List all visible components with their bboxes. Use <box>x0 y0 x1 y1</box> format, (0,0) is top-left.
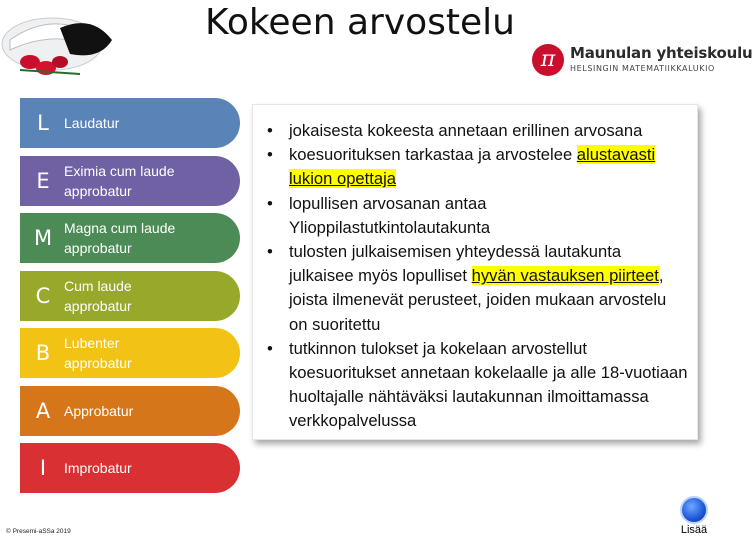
grade-letter: L <box>37 111 49 135</box>
bullet-text: koesuorituksen tarkastaa ja arvostelee <box>289 145 577 165</box>
more-circle-icon <box>680 496 708 524</box>
page-title: Kokeen arvostelu <box>205 2 515 43</box>
grade-label-line2: approbatur <box>64 355 132 371</box>
bullet-text-tail: , joista ilmenevät perusteet, joiden mukaan arvostelu on suoritettu <box>289 266 667 334</box>
grade-label-line1: Magna cum laude <box>64 220 176 236</box>
bullet-list <box>253 105 697 434</box>
bullet-item <box>267 192 689 240</box>
grade-row <box>20 98 246 148</box>
grade-label <box>64 443 224 493</box>
grade-letter: I <box>39 456 47 480</box>
highlighted-text: alustavasti lukion opettaja <box>289 145 656 189</box>
grade-letter: E <box>36 168 50 193</box>
grade-label-line1: Approbatur <box>64 402 134 419</box>
bullet-text: lopullisen arvosanan antaa Ylioppilastutkintolautakunta <box>289 193 491 237</box>
grade-label-line1: Lubenter <box>64 335 120 351</box>
grade-label <box>64 271 224 321</box>
more-button[interactable] <box>676 496 712 536</box>
school-subtitle: HELSINGIN MATEMATIIKKALUKIO <box>570 64 715 73</box>
copyright-text: © Presemi-aSSa 2019 <box>6 528 71 535</box>
grade-letter: M <box>33 226 53 250</box>
bullet-text: tulosten julkaisemisen yhteydessä lautakunta julkaisee myös lopulliset <box>289 242 622 286</box>
grade-row <box>20 271 246 321</box>
grade-row <box>20 386 246 436</box>
grade-row <box>20 443 246 493</box>
grade-row <box>20 156 246 206</box>
graduation-cap-image <box>0 0 118 84</box>
grade-label <box>64 156 224 206</box>
grade-letter: A <box>35 398 51 423</box>
pi-logo-icon: π <box>532 44 564 76</box>
grade-label-line1: Cum laude <box>64 277 132 294</box>
bullet-item <box>267 337 689 434</box>
highlighted-text: hyvän vastauksen piirteet <box>471 266 659 286</box>
grade-label <box>64 386 224 436</box>
grade-label-line2: approbatur <box>64 182 132 199</box>
grade-label-line1: Improbatur <box>64 460 132 476</box>
bullet-item <box>267 143 689 191</box>
grade-label <box>64 213 224 263</box>
grade-label-line2: approbatur <box>64 297 132 314</box>
grade-letter: C <box>35 283 51 308</box>
grade-label-line2: approbatur <box>64 240 132 256</box>
grade-label <box>64 98 224 148</box>
grade-label-line1: Eximia cum laude <box>64 162 175 179</box>
grade-row <box>20 213 246 263</box>
grade-scale <box>20 98 246 501</box>
grade-label-line1: Laudatur <box>64 115 120 131</box>
more-label: Lisää <box>680 524 708 536</box>
bullet-text: jokaisesta kokeesta annetaan erillinen arvosana <box>289 121 643 140</box>
grade-label <box>64 328 224 378</box>
grade-letter: B <box>35 341 51 365</box>
school-logo <box>532 42 753 82</box>
info-box <box>252 104 698 440</box>
bullet-item <box>267 240 689 337</box>
grade-row <box>20 328 246 378</box>
school-name: Maunulan yhteiskoulu <box>570 44 753 62</box>
bullet-item <box>267 119 689 143</box>
bullet-text: tutkinnon tulokset ja kokelaan arvostellut koesuoritukset annetaan kokelaalle ja alle 18-vuotiaan huoltajalle nähtäväksi lautakunnan ilmoittamassa verkkopalvelussa <box>289 338 688 431</box>
